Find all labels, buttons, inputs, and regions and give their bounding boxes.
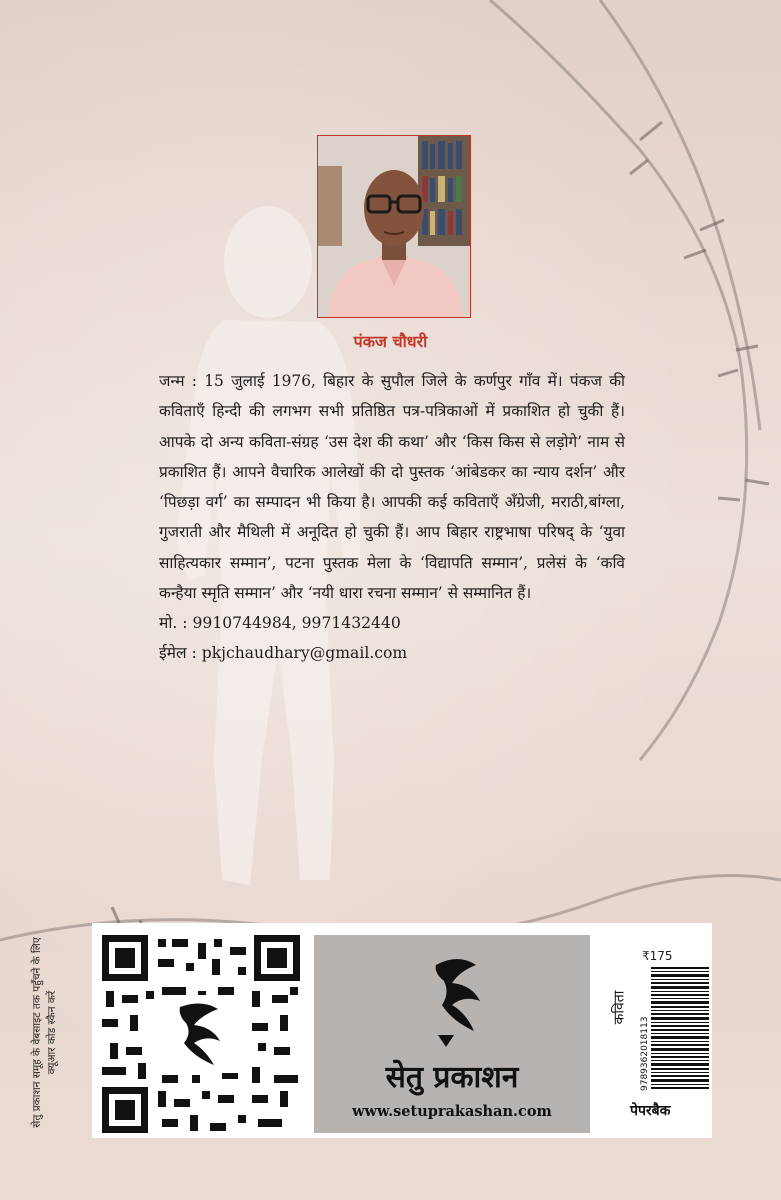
isbn-number: 9789362018113 bbox=[640, 1016, 650, 1091]
author-bio bbox=[159, 366, 625, 668]
edition-label: पेपरबैक bbox=[630, 1103, 671, 1119]
bottom-info-strip bbox=[92, 923, 712, 1138]
phone-numbers: मो. : 9910744984, 9971432440 bbox=[159, 614, 401, 633]
genre-text: कविता bbox=[611, 990, 628, 1025]
isbn-barcode bbox=[637, 965, 709, 1095]
barcode-icon bbox=[637, 965, 709, 1095]
publisher-website: www.setuprakashan.com bbox=[352, 1103, 552, 1120]
author-photo bbox=[317, 135, 471, 318]
author-portrait-illustration bbox=[318, 136, 470, 317]
author-name: पंकज चौधरी bbox=[353, 332, 428, 351]
qr-code-icon bbox=[102, 935, 300, 1133]
qr-code bbox=[102, 935, 300, 1133]
price-label: ₹175 bbox=[642, 949, 673, 963]
bio-paragraph: जन्म : 15 जुलाई 1976, बिहार के सुपौल जिले के कर्णपुर गाँव में। पंकज की कविताएँ हिन्दी की लगभग सभी प्रतिष्ठित पत्र-पत्रिकाओं में प्रकाशित हो चुकी हैं। आपके दो अन्य कविता-संग्रह ‘उस देश की कथा’ और ‘किस किस से लड़ोगे’ नाम से प्रकाशित हैं। आपने वैचारिक आलेखों की दो पुस्तक ‘आंबेडकर का न्याय दर्शन’ और ‘पिछड़ा वर्ग’ का सम्पादन भी किया है। आपकी कई कविताएँ अँग्रेजी, मराठी,बांग्ला, गुजराती और मैथिली में अनूदित हो चुकी हैं। आप बिहार राष्ट्रभाषा परिषद् के ‘युवा साहित्यकार सम्मान’, पटना पुस्तक मेला के ‘विद्यापति सम्मान’, प्रलेसं के ‘कवि कन्हैया स्मृति सम्मान’ और ‘नयी धारा रचना सम्मान’ से सम्मानित हैं। bbox=[159, 372, 625, 603]
qr-instruction-label: सेतु प्रकाशन समूह के वेबसाइट तक पहुँचने के लिए क्यूआर कोड स्कैन करें bbox=[31, 937, 58, 1128]
genre-label bbox=[604, 968, 634, 1048]
email-address: ईमेल : pkjchaudhary@gmail.com bbox=[159, 644, 408, 663]
publisher-name: सेतु प्रकाशन bbox=[385, 1060, 519, 1095]
publisher-panel bbox=[314, 935, 590, 1133]
qr-instruction-text bbox=[30, 925, 90, 1140]
